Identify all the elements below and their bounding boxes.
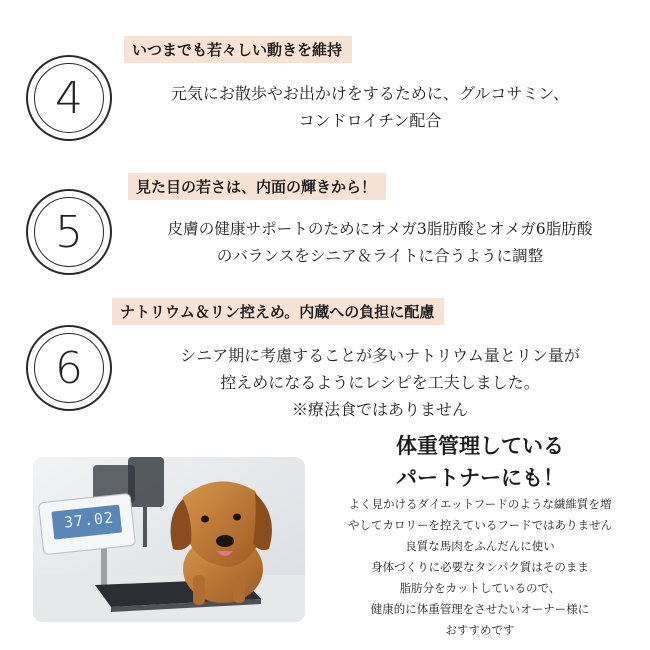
dog-scale-illustration: [33, 457, 305, 622]
number-badge-6: 6: [26, 325, 112, 411]
scale-display-reading: 37.02: [63, 508, 115, 532]
feature-text-line: 控えめになるようにレシピを工夫しました。: [220, 373, 540, 392]
weight-text-line: やしてカロリーを控えているフードではありません: [347, 518, 613, 532]
weight-title-line: パートナーにも！: [396, 466, 564, 490]
weight-management-text: [310, 494, 650, 641]
weight-management-title: [320, 430, 640, 494]
feature-heading-5: 見た目の若さは、内面の輝きから！: [128, 173, 386, 200]
feature-text-line: シニア期に考慮することが多いナトリウム量とリン量が: [180, 346, 580, 365]
feature-text-6: [120, 342, 640, 423]
feature-heading-6: ナトリウム＆リン控えめ。内蔵への負担に配慮: [112, 298, 444, 325]
weight-text-line: 健康的に体重管理をさせたいオーナー様に: [370, 602, 590, 616]
weight-text-line: 良質な馬肉をふんだんに使い: [405, 539, 555, 553]
feature-text-line: ※療法食ではありません: [291, 400, 468, 419]
feature-text-line: コンドロイチン配合: [298, 111, 442, 130]
feature-text-4: [120, 80, 620, 134]
weight-text-line: よく見かけるダイエットフードのような繊維質を増: [348, 497, 612, 511]
number-badge-5: 5: [26, 189, 112, 275]
dog-on-scale-photo: [33, 457, 305, 622]
weight-text-line: 脂肪分をカットしているので、: [399, 581, 561, 595]
weight-text-line: 身体づくりに必要なタンパク質はそのまま: [371, 560, 589, 574]
feature-text-line: 元気にお散歩やお出かけをするために、グルコサミン、: [170, 84, 570, 103]
weight-text-line: おすすめです: [445, 623, 515, 637]
feature-text-line: 皮膚の健康サポートのためにオメガ3脂肪酸とオメガ6脂肪酸: [167, 220, 593, 238]
feature-heading-4: いつまでも若々しい動きを維持: [124, 36, 352, 63]
feature-text-5: [114, 216, 646, 270]
feature-text-line: のバランスをシニア＆ライトに合うように調整: [216, 247, 544, 265]
number-badge-4: 4: [26, 55, 112, 141]
weight-title-line: 体重管理している: [396, 434, 564, 458]
